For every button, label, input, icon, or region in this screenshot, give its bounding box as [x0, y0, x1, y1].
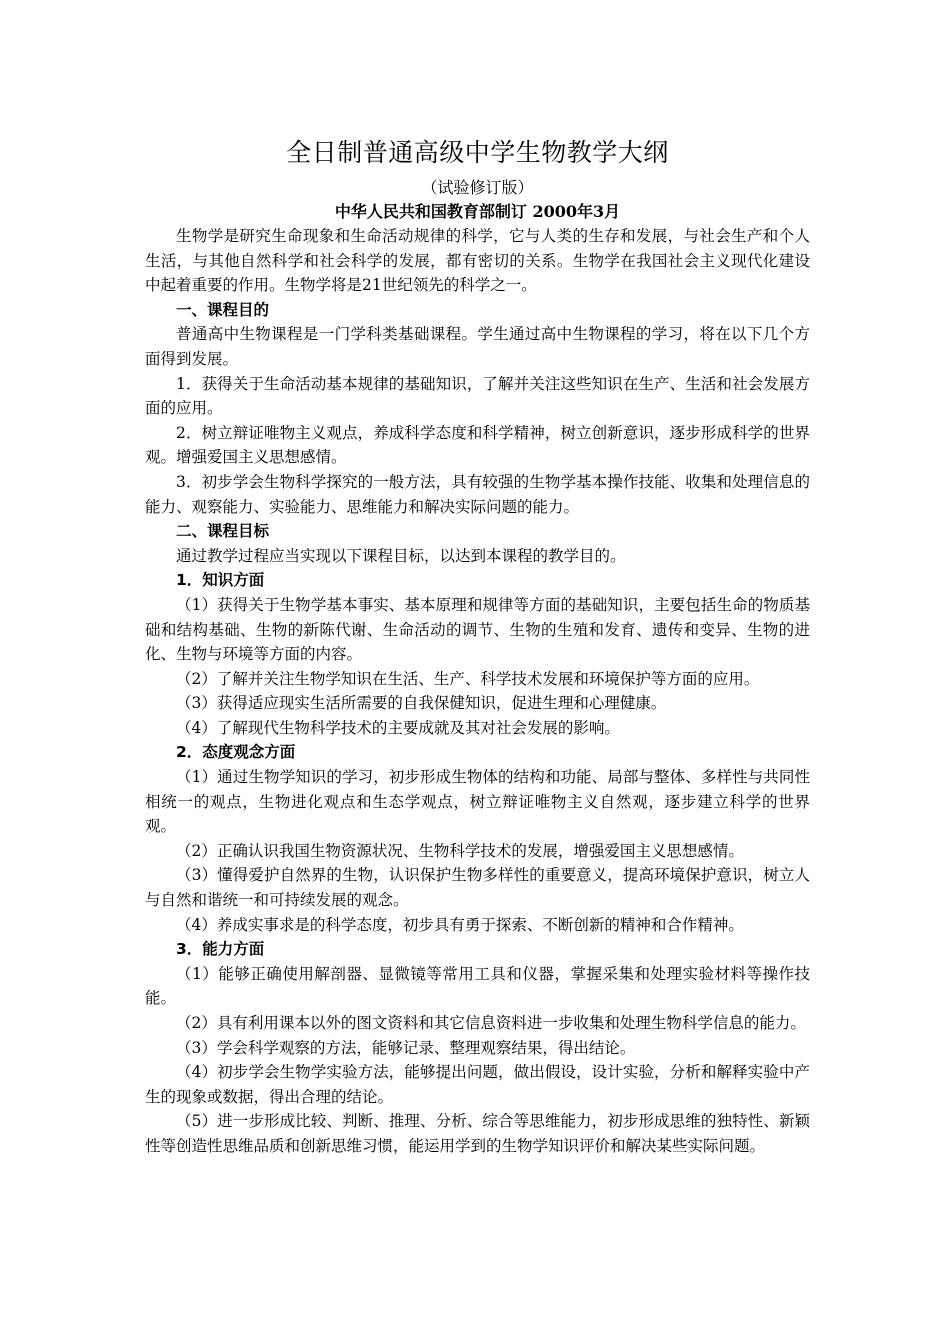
document-issuer: 中华人民共和国教育部制订 2000年3月 [334, 202, 621, 221]
subsection-heading: 2．态度观念方面 [176, 743, 296, 762]
paragraph: （3）懂得爱护自然界的生物，认识保护生物多样性的重要意义，提高环境保护意识，树立人与自然和谐统一和可持续发展的观念。 [145, 866, 810, 910]
paragraph: （2）正确认识我国生物资源状况、生物科学技术的发展，增强爱国主义思想感情。 [176, 841, 744, 860]
paragraph: （4）了解现代生物科学技术的主要成就及其对社会发展的影响。 [176, 718, 620, 737]
section-heading: 一、课程目的 [176, 300, 270, 319]
paragraph: 1．获得关于生命活动基本规律的基础知识，了解并关注这些知识在生产、生活和社会发展方面的应用。 [145, 374, 810, 418]
document-title: 全日制普通高级中学生物教学大纲 [286, 138, 669, 167]
paragraph: （1）通过生物学知识的学习，初步形成生物体的结构和功能、局部与整体、多样性与共同性相统一的观点，生物进化观点和生态学观点，树立辩证唯物主义自然观，逐步建立科学的世界观。 [145, 768, 810, 836]
subsection-heading: 3．能力方面 [176, 940, 265, 959]
paragraph: （4）养成实事求是的科学态度，初步具有勇于探索、不断创新的精神和合作精神。 [176, 915, 744, 934]
paragraph: 普通高中生物课程是一门学科类基础课程。学生通过高中生物课程的学习，将在以下几个方面得到发展。 [145, 325, 810, 368]
paragraph: （1）获得关于生物学基本事实、基本原理和规律等方面的基础知识，主要包括生命的物质基础和结构基础、生物的新陈代谢、生命活动的调节、生物的生殖和发育、遗传和变异、生物的进化、生物与环境等方面的内容。 [145, 595, 810, 664]
paragraph: （2）具有利用课本以外的图文资料和其它信息资料进一步收集和处理生物科学信息的能力。 [176, 1014, 806, 1032]
paragraph: （3）获得适应现实生活所需要的自我保健知识，促进生理和心理健康。 [176, 694, 667, 713]
paragraph: 通过教学过程应当实现以下课程目标，以达到本课程的教学目的。 [176, 546, 626, 565]
subsection-heading: 1．知识方面 [176, 571, 265, 590]
paragraph: 生物学是研究生命现象和生命活动规律的科学，它与人类的生存和发展，与社会生产和个人生活，与其他自然科学和社会科学的发展，都有密切的关系。生物学在我国社会主义现代化建设中起着重要的作用。生物学将是21世纪领先的科学之一。 [145, 227, 810, 295]
document-body [145, 224, 810, 1159]
section-heading: 二、课程目标 [176, 522, 270, 541]
paragraph: （1）能够正确使用解剖器、显微镜等常用工具和仪器，掌握采集和处理实验材料等操作技能。 [145, 964, 810, 1008]
paragraph: （2）了解并关注生物学知识在生活、生产、科学技术发展和环境保护等方面的应用。 [176, 669, 760, 688]
paragraph: 3．初步学会生物科学探究的一般方法，具有较强的生物学基本操作技能、收集和处理信息的能力、观察能力、实验能力、思维能力和解决实际问题的能力。 [145, 472, 810, 516]
paragraph: （4）初步学会生物学实验方法，能够提出问题，做出假设，设计实验，分析和解释实验中产生的现象或数据，得出合理的结论。 [145, 1063, 810, 1106]
paragraph: 2．树立辩证唯物主义观点，养成科学态度和科学精神，树立创新意识，逐步形成科学的世界观。增强爱国主义思想感情。 [145, 423, 810, 467]
paragraph: （3）学会科学观察的方法，能够记录、整理观察结果，得出结论。 [176, 1038, 636, 1057]
document-content [145, 138, 810, 1159]
paragraph: （5）进一步形成比较、判断、推理、分析、综合等思维能力，初步形成思维的独特性、新颖性等创造性思维品质和创新思维习惯，能运用学到的生物学知识评价和解决某些实际问题。 [145, 1112, 810, 1155]
document-subtitle: （试验修订版） [421, 178, 534, 197]
